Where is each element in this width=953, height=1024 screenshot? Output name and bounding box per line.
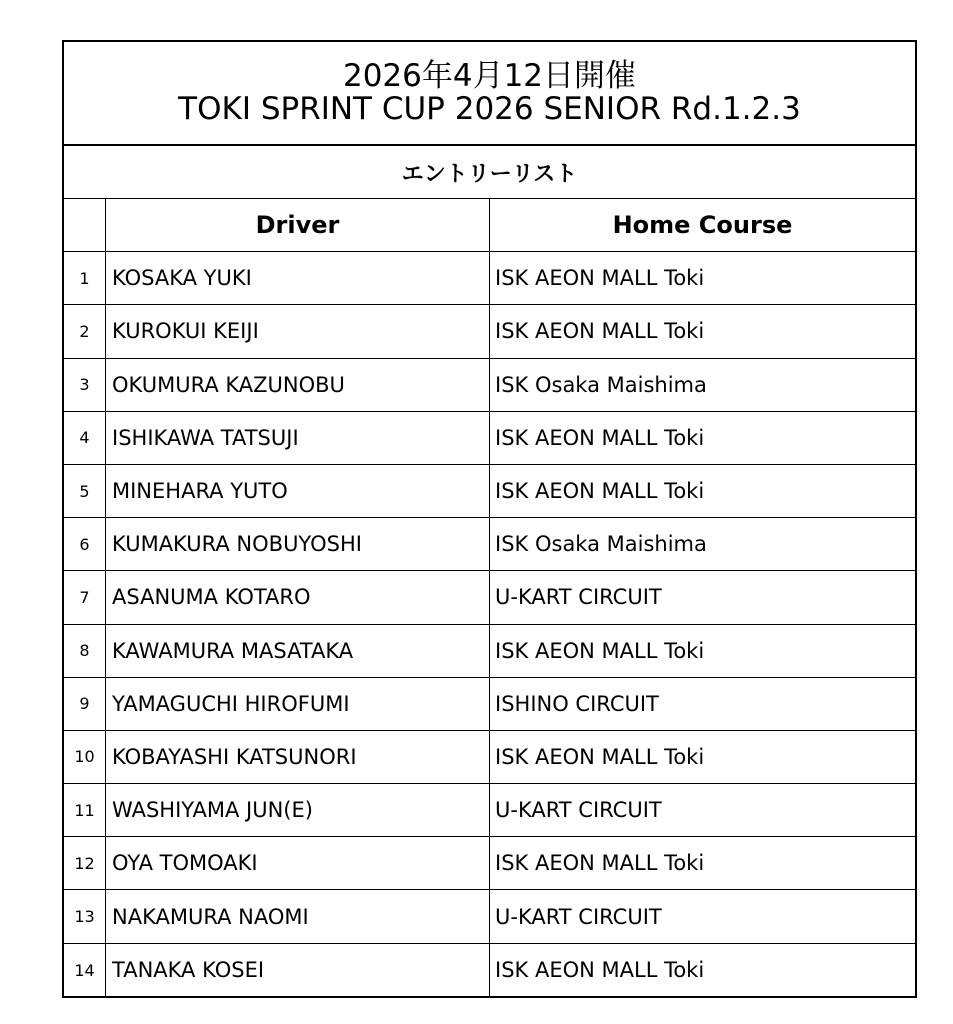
driver-name: OYA TOMOAKI xyxy=(106,837,490,889)
home-course: ISK AEON MALL Toki xyxy=(495,958,705,983)
table-row xyxy=(64,252,915,305)
driver-name: KOBAYASHI KATSUNORI xyxy=(106,731,490,783)
table-row xyxy=(64,678,915,731)
table-row xyxy=(64,518,915,571)
home-course: ISK AEON MALL Toki xyxy=(495,638,705,663)
home-course: ISK AEON MALL Toki xyxy=(495,425,705,450)
column-header-driver: Driver xyxy=(106,199,490,251)
table-row xyxy=(64,412,915,465)
driver-name: OKUMURA KAZUNOBU xyxy=(106,359,490,411)
home-course: ISHINO CIRCUIT xyxy=(495,691,659,716)
table-row xyxy=(64,890,915,943)
entry-number: 6 xyxy=(64,518,106,570)
entry-number: 14 xyxy=(64,944,106,997)
entry-number: 7 xyxy=(64,571,106,623)
event-date-title: 2026年4月12日開催 xyxy=(342,58,637,94)
driver-name: MINEHARA YUTO xyxy=(106,465,490,517)
entry-list-heading: エントリーリスト xyxy=(64,146,915,199)
home-course: ISK AEON MALL Toki xyxy=(495,744,705,769)
entry-number: 9 xyxy=(64,678,106,730)
driver-name: KUROKUI KEIJI xyxy=(106,305,490,357)
table-row xyxy=(64,837,915,890)
event-name-title: TOKI SPRINT CUP 2026 SENIOR Rd.1.2.3 xyxy=(178,91,801,127)
driver-name: ASANUMA KOTARO xyxy=(106,571,490,623)
driver-name: TANAKA KOSEI xyxy=(106,944,490,997)
table-header-row xyxy=(64,199,915,252)
table-row xyxy=(64,625,915,678)
entry-table xyxy=(64,199,915,997)
entry-number: 12 xyxy=(64,837,106,889)
table-row xyxy=(64,465,915,518)
driver-name: WASHIYAMA JUN(E) xyxy=(106,784,490,836)
home-course: U-KART CIRCUIT xyxy=(495,798,662,823)
home-course: U-KART CIRCUIT xyxy=(495,904,662,929)
table-row xyxy=(64,731,915,784)
home-course: ISK AEON MALL Toki xyxy=(495,479,705,504)
driver-name: KAWAMURA MASATAKA xyxy=(106,625,490,677)
column-header-home-course: Home Course xyxy=(612,211,793,240)
driver-name: KOSAKA YUKI xyxy=(106,252,490,304)
home-course: ISK AEON MALL Toki xyxy=(495,319,705,344)
entry-number: 10 xyxy=(64,731,106,783)
entry-number: 11 xyxy=(64,784,106,836)
entry-number: 1 xyxy=(64,252,106,304)
driver-name: YAMAGUCHI HIROFUMI xyxy=(106,678,490,730)
entry-number: 3 xyxy=(64,359,106,411)
entry-number: 4 xyxy=(64,412,106,464)
table-row xyxy=(64,944,915,997)
driver-name: ISHIKAWA TATSUJI xyxy=(106,412,490,464)
home-course: ISK AEON MALL Toki xyxy=(495,851,705,876)
entry-number: 5 xyxy=(64,465,106,517)
table-row xyxy=(64,571,915,624)
home-course: ISK Osaka Maishima xyxy=(495,372,707,397)
home-course: U-KART CIRCUIT xyxy=(495,585,662,610)
home-course: ISK AEON MALL Toki xyxy=(495,266,705,291)
entry-list-sheet xyxy=(62,40,917,998)
entry-number: 2 xyxy=(64,305,106,357)
title-block xyxy=(64,42,915,146)
column-header-number xyxy=(64,199,106,251)
table-row xyxy=(64,784,915,837)
entry-number: 13 xyxy=(64,890,106,942)
entry-number: 8 xyxy=(64,625,106,677)
home-course: ISK Osaka Maishima xyxy=(495,532,707,557)
table-row xyxy=(64,359,915,412)
driver-name: NAKAMURA NAOMI xyxy=(106,890,490,942)
table-row xyxy=(64,305,915,358)
driver-name: KUMAKURA NOBUYOSHI xyxy=(106,518,490,570)
